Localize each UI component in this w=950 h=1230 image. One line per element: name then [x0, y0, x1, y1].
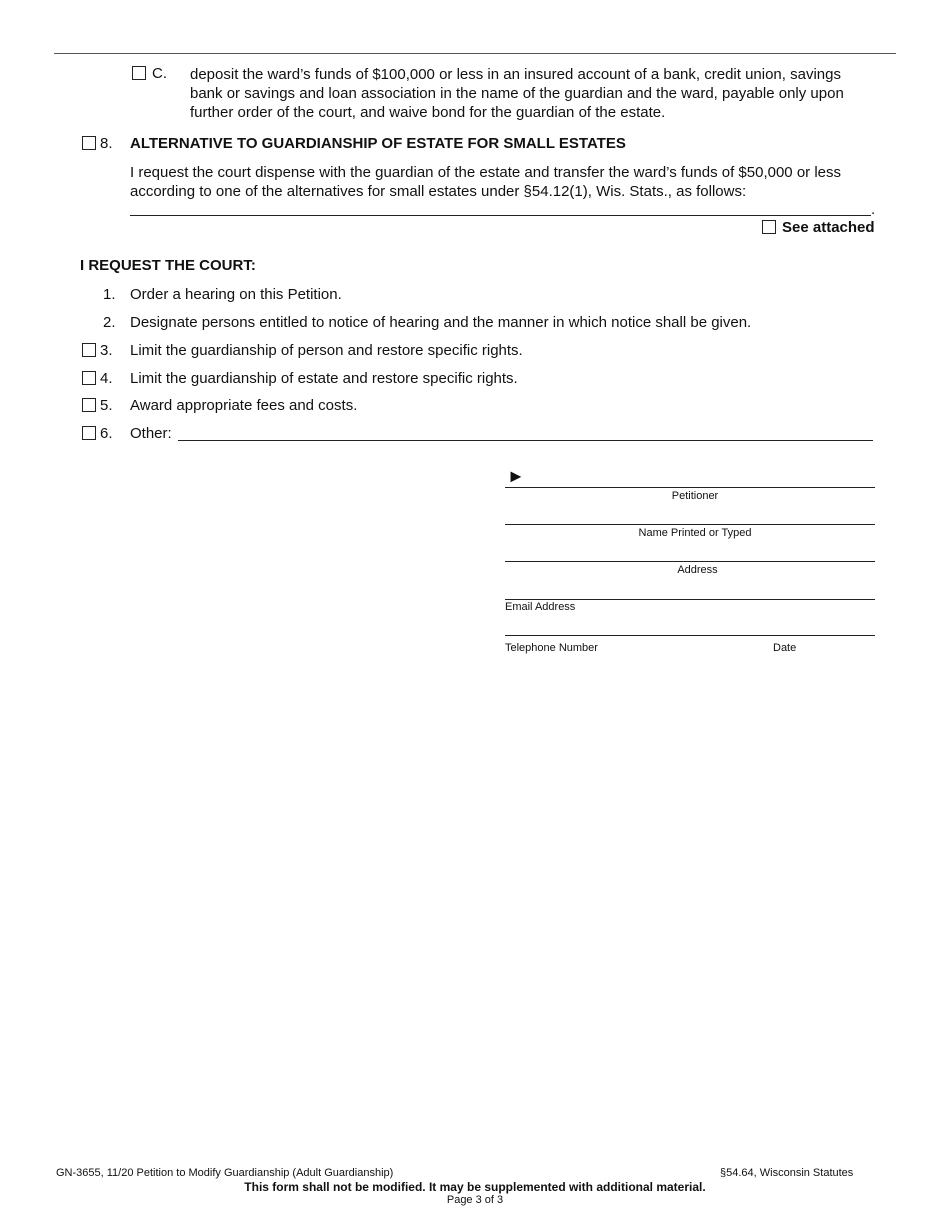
section-8-period: .	[871, 201, 876, 218]
footer-statute: §54.64, Wisconsin Statutes	[720, 1167, 854, 1179]
request-item-1-text: Order a hearing on this Petition.	[130, 286, 342, 303]
telephone-date-line[interactable]	[505, 635, 875, 636]
section-8-line-2: according to one of the alternatives for small estates under §54.12(1), Wis. Stats., as follows:	[130, 183, 747, 200]
section-8-line-1: I request the court dispense with the guardian of the estate and transfer the ward’s funds of $50,000 or less	[130, 164, 841, 181]
other-fill-line[interactable]	[178, 440, 873, 441]
footer-form-id: GN-3655, 11/20 Petition to Modify Guardianship (Adult Guardianship)	[56, 1167, 394, 1179]
telephone-caption: Telephone Number	[505, 642, 598, 654]
footer-page-number: Page 3 of 3	[446, 1194, 504, 1206]
request-item-2-text: Designate persons entitled to notice of hearing and the manner in which notice shall be given.	[130, 314, 752, 331]
request-item-5-text: Award appropriate fees and costs.	[130, 397, 358, 414]
section-c-line-1: deposit the ward’s funds of $100,000 or less in an insured account of a bank, credit union, savings	[190, 66, 841, 83]
top-rule	[54, 53, 896, 54]
checkbox-request-4[interactable]	[82, 371, 96, 385]
petitioner-signature-line[interactable]	[505, 487, 875, 488]
request-item-5-number: 5.	[100, 397, 113, 414]
email-line[interactable]	[505, 599, 875, 600]
see-attached-label: See attached	[782, 219, 875, 236]
request-item-1-number: 1.	[103, 286, 116, 303]
request-item-6-number: 6.	[100, 425, 113, 442]
section-8-number: 8.	[100, 135, 113, 152]
footer-notice: This form shall not be modified. It may be supplemented with additional material.	[244, 1180, 706, 1194]
signature-arrow-icon: ►	[507, 466, 525, 486]
name-printed-line[interactable]	[505, 524, 875, 525]
name-printed-caption: Name Printed or Typed	[638, 527, 752, 539]
section-8-fill-line[interactable]	[130, 215, 871, 216]
checkbox-request-5[interactable]	[82, 398, 96, 412]
section-c-line-2: bank or savings and loan association in the name of the guardian and the ward, payable only upon	[190, 85, 844, 102]
request-item-2-number: 2.	[103, 314, 116, 331]
request-item-4-number: 4.	[100, 370, 113, 387]
petitioner-caption: Petitioner	[671, 490, 719, 502]
checkbox-8[interactable]	[82, 136, 96, 150]
checkbox-c[interactable]	[132, 66, 146, 80]
request-item-3-text: Limit the guardianship of person and restore specific rights.	[130, 342, 523, 359]
checkbox-see-attached[interactable]	[762, 220, 776, 234]
request-item-3-number: 3.	[100, 342, 113, 359]
request-item-4-text: Limit the guardianship of estate and restore specific rights.	[130, 370, 518, 387]
checkbox-request-6[interactable]	[82, 426, 96, 440]
section-c-line-3: further order of the court, and waive bond for the guardian of the estate.	[190, 104, 666, 121]
section-8-heading: ALTERNATIVE TO GUARDIANSHIP OF ESTATE FOR SMALL ESTATES	[130, 135, 626, 152]
section-c-label: C.	[152, 65, 167, 82]
request-heading: I REQUEST THE COURT:	[80, 257, 256, 274]
address-caption: Address	[677, 564, 718, 576]
email-caption: Email Address	[505, 601, 576, 613]
checkbox-request-3[interactable]	[82, 343, 96, 357]
request-item-6-text: Other:	[130, 425, 172, 442]
address-line[interactable]	[505, 561, 875, 562]
date-caption: Date	[773, 642, 797, 654]
